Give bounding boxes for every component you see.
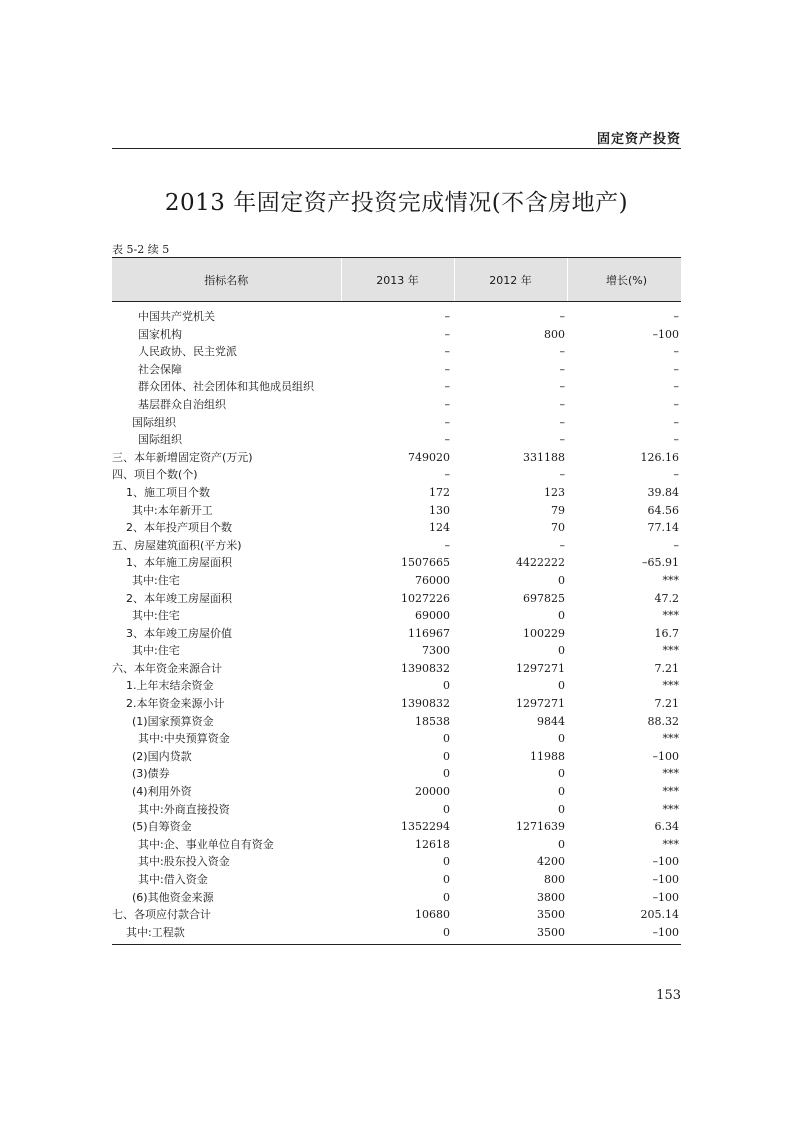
indicator-name-cell: 其中:本年新开工 [132,503,213,517]
value-2012-cell: 100229 [523,626,565,640]
table-row [112,783,681,801]
table-row [112,660,681,678]
value-2013-cell: 76000 [415,573,450,587]
value-2013-cell: – [444,362,450,376]
table-row [112,361,681,379]
value-2013-cell: 1352294 [401,820,450,834]
table-row [112,572,681,590]
indicator-name-cell: 基层群众自治组织 [138,397,226,411]
growth-cell: *** [662,785,679,799]
table-row [112,484,681,502]
value-2012-cell: 0 [558,732,565,746]
value-2012-cell: 9844 [537,714,565,728]
indicator-name-cell: 其中:借入资金 [138,873,208,886]
growth-cell: *** [662,679,679,693]
growth-cell: – [673,310,679,323]
indicator-name-cell: (5)自筹资金 [132,820,192,834]
value-2012-cell: 3800 [537,890,565,904]
indicator-name-cell: 2.本年资金来源小计 [126,697,225,711]
value-2013-cell: 0 [341,924,454,945]
indicator-name-cell: 四、项目个数(个) [112,468,198,482]
table-label: 表 5-2 续 5 [112,243,170,256]
value-2013-cell: 172 [429,485,450,499]
value-2013-cell: 69000 [415,609,450,623]
value-2012-cell: 0 [558,609,565,623]
growth-cell: 7.21 [654,697,679,711]
indicator-name-cell: 其中:住宅 [132,609,180,623]
indicator-name-cell: 国际组织 [132,415,176,429]
indicator-name-cell: 五、房屋建筑面积(平方米) [112,538,242,552]
table-row [112,431,681,449]
indicator-name-cell: 2、本年投产项目个数 [126,521,232,535]
growth-cell: 7.21 [654,661,679,675]
value-2012-cell: – [559,310,565,323]
value-2013-cell: – [444,433,450,447]
indicator-name-cell: 其中:股东投入资金 [138,855,230,869]
indicator-name-cell: (4)利用外资 [132,785,192,799]
table-row [112,449,681,467]
growth-cell: – [673,345,679,359]
value-2013-cell: 116967 [408,626,450,640]
table-row [112,853,681,871]
growth-cell: *** [662,644,679,658]
header-rule [112,148,681,149]
value-2013-cell: 12618 [415,837,450,851]
growth-cell: 6.34 [654,820,679,834]
value-2012-cell: 0 [558,785,565,799]
table-row [112,590,681,608]
value-2012-cell: 0 [558,644,565,658]
column-header-2013: 2013 年 [341,258,454,302]
growth-cell: 47.2 [654,591,679,605]
value-2013-cell: 1390832 [401,697,450,711]
indicator-name-cell: 2、本年竣工房屋面积 [126,591,232,605]
value-2013-cell: – [444,397,450,411]
value-2013-cell: – [444,415,450,429]
value-2013-cell: 124 [429,521,450,535]
value-2012-cell: – [559,538,565,552]
growth-cell: 126.16 [640,450,679,464]
indicator-name-cell: 社会保障 [138,362,182,376]
value-2012-cell: 1297271 [516,697,565,711]
indicator-name-cell: 其中:外商直接投资 [138,802,230,816]
value-2012-cell: 0 [558,767,565,781]
growth-cell: – [673,433,679,447]
table-row [112,396,681,414]
value-2013-cell: 0 [443,890,450,904]
growth-cell: 88.32 [647,714,679,728]
value-2013-cell: – [444,380,450,394]
table-row [112,378,681,396]
value-2012-cell: – [559,415,565,429]
value-2012-cell: – [559,345,565,359]
growth-cell: *** [662,732,679,746]
growth-cell: –100 [652,873,679,886]
indicator-name-cell: 中国共产党机关 [138,310,215,323]
table-row [112,607,681,625]
value-2012-cell: 800 [544,873,565,886]
table-row [112,414,681,432]
indicator-name-cell: 六、本年资金来源合计 [112,661,222,675]
value-2013-cell: 10680 [415,908,450,922]
value-2013-cell: 18538 [415,714,450,728]
value-2012-cell: 123 [544,485,565,499]
table-row [112,924,681,945]
value-2012-cell: – [559,468,565,482]
value-2012-cell: – [559,397,565,411]
table-row [112,871,681,889]
value-2013-cell: 0 [443,679,450,693]
indicator-name-cell: 3、本年竣工房屋价值 [126,626,232,640]
table-body [112,302,681,945]
table-row [112,695,681,713]
table-row [112,906,681,924]
table-row [112,642,681,660]
growth-cell: 39.84 [647,485,679,499]
indicator-name-cell: (2)国内贷款 [132,749,192,763]
value-2013-cell: 0 [443,855,450,869]
value-2013-cell: 0 [443,749,450,763]
indicator-name-cell: (3)债券 [132,767,170,781]
value-2012-cell: – [559,433,565,447]
table-row [112,730,681,748]
value-2013-cell: – [444,468,450,482]
table-row [112,502,681,520]
value-2013-cell: 20000 [415,785,450,799]
indicator-name-cell: 其中:住宅 [132,644,180,658]
value-2012-cell: 1271639 [516,820,565,834]
growth-cell: –100 [652,890,679,904]
value-2013-cell: 1027226 [401,591,450,605]
indicator-name-cell: 三、本年新增固定资产(万元) [112,450,253,464]
table-row [112,625,681,643]
value-2012-cell: 0 [558,679,565,693]
table-row [112,836,681,854]
table-row [112,519,681,537]
growth-cell: *** [662,767,679,781]
value-2012-cell: 3500 [537,908,565,922]
growth-cell: 16.7 [654,626,679,640]
value-2013-cell: 1390832 [401,661,450,675]
table-row [112,889,681,907]
value-2013-cell: – [444,310,450,323]
table-row [112,466,681,484]
value-2013-cell: 0 [443,802,450,816]
growth-cell: –100 [652,855,679,869]
growth-cell: –100 [652,749,679,763]
indicator-name-cell: 其中:企、事业单位自有资金 [138,837,274,851]
table-header-row [112,258,681,302]
value-2013-cell: 0 [443,732,450,746]
column-header-2012: 2012 年 [454,258,567,302]
table-row [112,748,681,766]
growth-cell: *** [662,609,679,623]
growth-cell: *** [662,837,679,851]
table-row [112,302,681,326]
growth-cell: – [673,538,679,552]
growth-cell: – [673,380,679,394]
value-2012-cell: 0 [558,837,565,851]
growth-cell: – [673,415,679,429]
value-2013-cell: – [444,538,450,552]
table-row [112,677,681,695]
indicator-name-cell: 群众团体、社会团体和其他成员组织 [138,380,314,394]
growth-cell: –100 [652,327,679,341]
indicator-name-cell: 国家机构 [138,327,182,341]
column-header-indicator: 指标名称 [112,258,341,302]
table-row [112,713,681,731]
growth-cell: 205.14 [640,908,679,922]
growth-cell: 77.14 [647,521,679,535]
value-2012-cell: 800 [544,327,565,341]
value-2013-cell: 1507665 [401,556,450,570]
value-2012-cell: – [559,380,565,394]
value-2013-cell: 0 [443,873,450,886]
value-2012-cell: 1297271 [516,661,565,675]
table-row [112,537,681,555]
growth-cell: – [673,397,679,411]
page-title: 2013 年固定资产投资完成情况(不含房地产) [164,190,629,216]
value-2012-cell: 3500 [454,924,567,945]
column-header-growth: 增长(%) [567,258,681,302]
value-2013-cell: – [444,345,450,359]
indicator-name-cell: (1)国家预算资金 [132,714,214,728]
indicator-name-cell: 其中:住宅 [132,573,180,587]
indicator-name-cell: (6)其他资金来源 [132,890,214,904]
indicator-name-cell: 1、本年施工房屋面积 [126,556,232,570]
value-2013-cell: 7300 [422,644,450,658]
growth-cell: –65.91 [642,556,679,570]
value-2012-cell: 4422222 [516,556,565,570]
indicator-name-cell: 其中:中央预算资金 [138,732,230,746]
value-2013-cell: 749020 [408,450,450,464]
statistics-table-container [112,257,681,945]
indicator-name-cell: 人民政协、民主党派 [138,345,237,359]
table-row [112,554,681,572]
statistics-table [112,257,681,945]
value-2013-cell: 0 [443,767,450,781]
growth-cell: *** [662,573,679,587]
table-row [112,326,681,344]
growth-cell: – [673,362,679,376]
value-2013-cell: – [444,327,450,341]
value-2012-cell: 70 [551,521,565,535]
growth-cell: 64.56 [647,503,679,517]
growth-cell: *** [662,802,679,816]
value-2012-cell: 697825 [523,591,565,605]
value-2012-cell: 0 [558,573,565,587]
indicator-name-cell: 其中:工程款 [112,924,341,945]
value-2012-cell: 11988 [530,749,565,763]
indicator-name-cell: 国际组织 [138,433,182,447]
indicator-name-cell: 七、各项应付款合计 [112,908,211,922]
value-2013-cell: 130 [429,503,450,517]
indicator-name-cell: 1.上年末结余资金 [126,679,214,693]
growth-cell: –100 [567,924,681,945]
growth-cell: – [673,468,679,482]
table-row [112,801,681,819]
value-2012-cell: 331188 [523,450,565,464]
table-row [112,343,681,361]
page-number: 153 [656,988,681,1003]
value-2012-cell: 0 [558,802,565,816]
table-row [112,765,681,783]
table-row [112,818,681,836]
value-2012-cell: – [559,362,565,376]
indicator-name-cell: 1、施工项目个数 [126,485,210,499]
value-2012-cell: 79 [551,503,565,517]
running-head: 固定资产投资 [596,132,681,147]
value-2012-cell: 4200 [537,855,565,869]
